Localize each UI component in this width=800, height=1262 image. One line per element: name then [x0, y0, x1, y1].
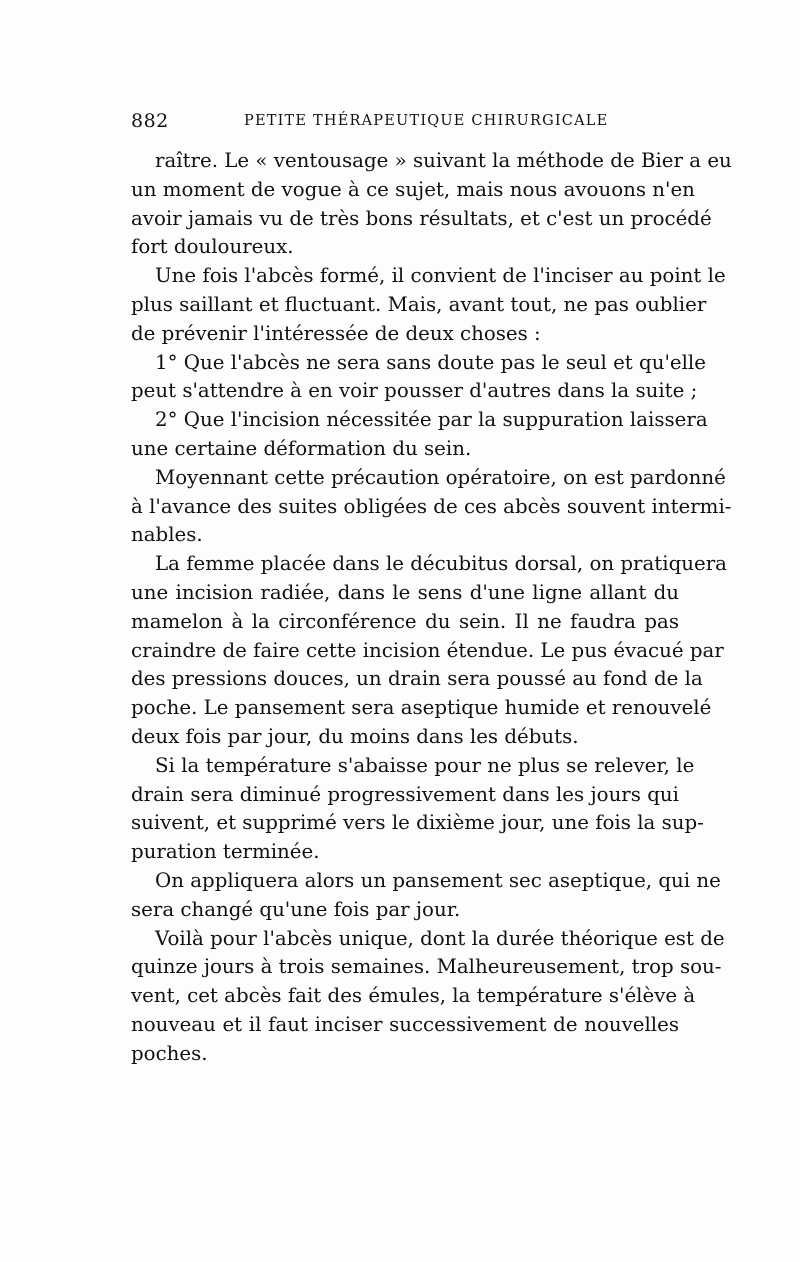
text-line: nouveau et il faut inciser successivement de nouvelles	[131, 1012, 679, 1036]
text-line: plus saillant et fluctuant. Mais, avant tout, ne pas oublier	[131, 292, 707, 316]
text-line: une incision radiée, dans le sens d'une ligne allant du	[131, 580, 679, 604]
text-line: Si la température s'abaisse pour ne plus se relever, le	[155, 753, 695, 777]
text-line: peut s'attendre à en voir pousser d'autres dans la suite ;	[131, 379, 698, 403]
text-line: 1° Que l'abcès ne sera sans doute pas le seul et qu'elle	[155, 350, 706, 374]
page-number: 882	[131, 110, 169, 132]
page-header	[131, 110, 679, 138]
paragraph	[131, 464, 732, 550]
text-line: des pressions douces, un drain sera poussé au fond de la	[131, 667, 703, 691]
text-line: de prévenir l'intéressée de deux choses :	[131, 321, 541, 345]
text-line: Moyennant cette précaution opératoire, on est pardonné	[155, 465, 726, 489]
paragraph	[131, 752, 704, 867]
paragraph	[131, 925, 725, 1069]
text-line: avoir jamais vu de très bons résultats, et c'est un procédé	[131, 206, 712, 230]
text-line: nables.	[131, 523, 203, 547]
text-line: raître. Le « ventousage » suivant la méthode de Bier a eu	[155, 149, 732, 172]
body-text	[131, 147, 732, 1069]
text-line: sera changé qu'une fois par jour.	[131, 897, 461, 921]
text-line: drain sera diminué progressivement dans les jours qui	[131, 782, 679, 806]
text-line: On appliquera alors un pansement sec aseptique, qui ne	[155, 868, 721, 892]
text-line: 2° Que l'incision nécessitée par la suppuration laissera	[155, 408, 708, 432]
text-line: mamelon à la circonférence du sein. Il ne faudra pas	[131, 609, 679, 633]
paragraph	[131, 349, 706, 407]
text-line: La femme placée dans le décubitus dorsal, on pratiquera	[155, 552, 727, 576]
text-line: vent, cet abcès fait des émules, la température s'élève à	[131, 984, 696, 1008]
running-title: PETITE THÉRAPEUTIQUE CHIRURGICALE	[244, 113, 609, 129]
paragraph	[131, 867, 721, 925]
text-line: poches.	[131, 1041, 208, 1065]
paragraph	[131, 406, 708, 464]
text-line: poche. Le pansement sera aseptique humide et renouvelé	[131, 696, 712, 720]
text-line: fort douloureux.	[131, 235, 294, 259]
text-line: quinze jours à trois semaines. Malheureusement, trop sou-	[131, 955, 722, 979]
text-line: un moment de vogue à ce sujet, mais nous avouons n'en	[131, 177, 695, 201]
paragraph	[131, 262, 726, 348]
paragraph	[131, 550, 727, 752]
paragraph	[131, 147, 732, 262]
text-line: à l'avance des suites obligées de ces abcès souvent intermi-	[131, 494, 732, 518]
text-line: Une fois l'abcès formé, il convient de l'inciser au point le	[155, 264, 726, 288]
text-line: suivent, et supprimé vers le dixième jour, une fois la sup-	[131, 811, 704, 835]
text-line: deux fois par jour, du moins dans les débuts.	[131, 724, 579, 748]
text-line: craindre de faire cette incision étendue. Le pus évacué par	[131, 638, 724, 662]
text-line: puration terminée.	[131, 840, 320, 864]
text-line: Voilà pour l'abcès unique, dont la durée théorique est de	[155, 926, 725, 950]
text-line: une certaine déformation du sein.	[131, 436, 472, 460]
